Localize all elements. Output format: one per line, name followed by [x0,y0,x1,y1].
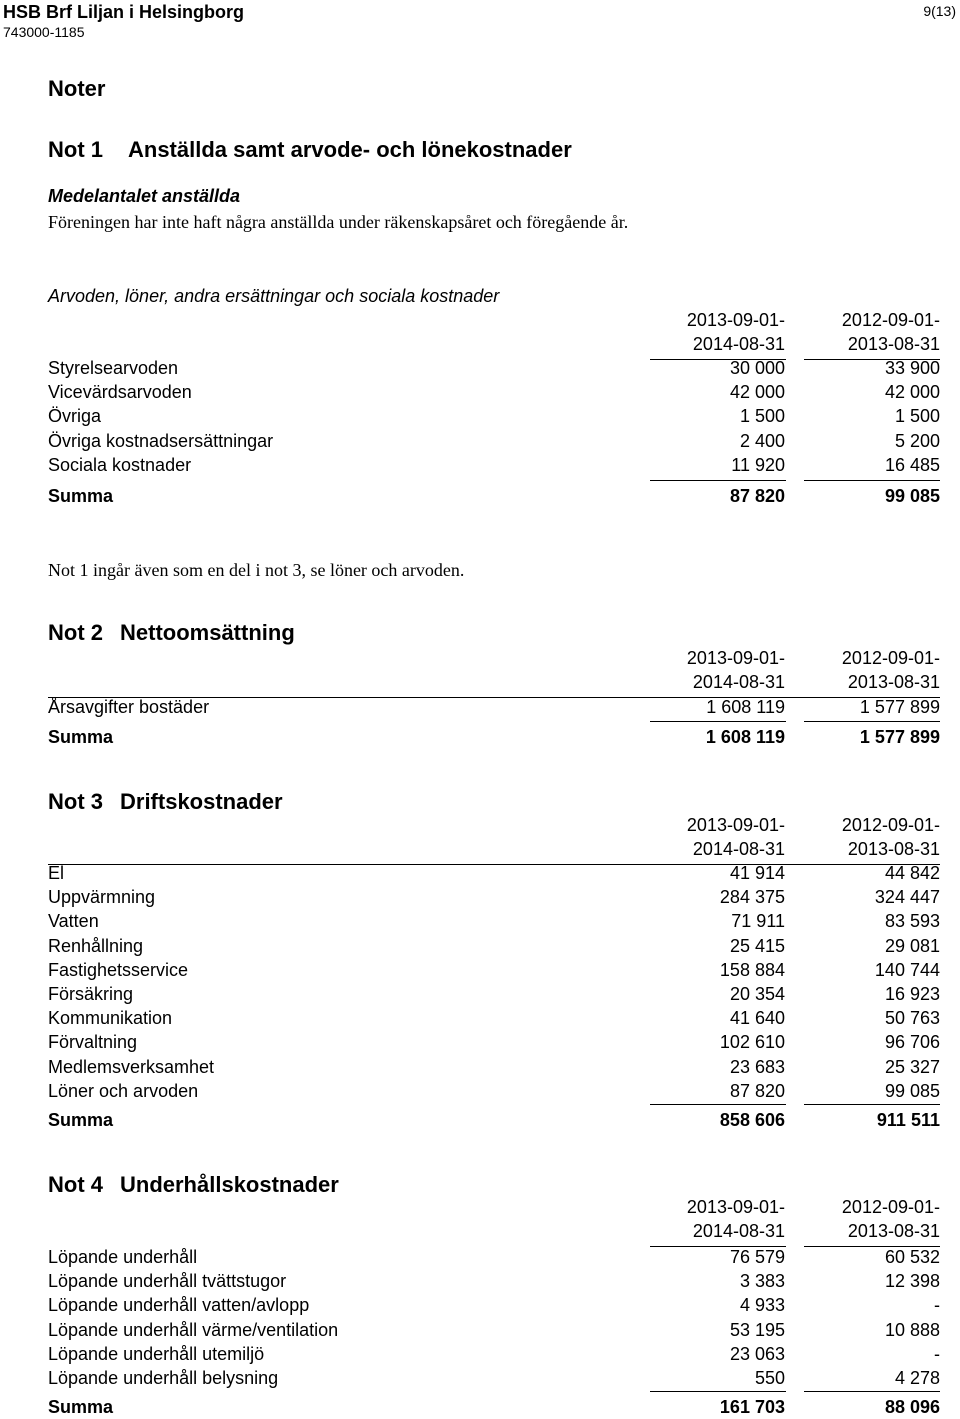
row-value-current: 11 920 [731,455,785,475]
period-previous-end: 2013-08-31 [847,672,940,692]
org-number: 743000-1185 [3,24,85,40]
period-previous-start: 2012-09-01- [841,310,940,330]
row-value-previous: 44 842 [884,863,940,883]
row-label: Medlemsverksamhet [48,1057,215,1077]
row-value-previous: 16 923 [884,984,940,1004]
sum-label: Summa [48,727,114,747]
period-current-end: 2014-08-31 [692,672,785,692]
row-label: Förvaltning [48,1032,138,1052]
row-label: Löpande underhåll vatten/avlopp [48,1295,310,1315]
row-label: Sociala kostnader [48,455,192,475]
row-value-current: 53 195 [729,1320,785,1340]
row-value-previous: - [934,1295,940,1315]
sum-rule-current [650,1104,786,1105]
row-label: Löpande underhåll [48,1247,198,1267]
row-label: Löpande underhåll värme/ventilation [48,1320,339,1340]
row-value-current: 1 500 [739,406,785,426]
page-number: 9(13) [923,3,956,19]
row-label: Försäkring [48,984,134,1004]
row-value-previous: 50 763 [884,1008,940,1028]
row-value-previous: 140 744 [874,960,940,980]
note4-title: Underhållskostnader [120,1172,339,1197]
note1-table-heading: Arvoden, löner, andra ersättningar och sociala kostnader [48,286,500,306]
period-current-start: 2013-09-01- [686,1197,785,1217]
row-value-current: 76 579 [729,1247,785,1267]
row-value-current: 1 608 119 [706,697,785,717]
row-value-current: 284 375 [719,887,785,907]
row-value-previous: 60 532 [884,1247,940,1267]
row-value-current: 550 [754,1368,785,1388]
row-value-previous: 42 000 [884,382,940,402]
row-label: Övriga kostnadsersättningar [48,431,274,451]
sum-value-current: 87 820 [729,486,785,506]
row-value-previous: 5 200 [894,431,940,451]
period-current-start: 2013-09-01- [686,815,785,835]
org-name: HSB Brf Liljan i Helsingborg [3,2,245,22]
note1-number: Not 1 [48,137,103,162]
row-label: Styrelsearvoden [48,358,179,378]
row-value-current: 102 610 [719,1032,785,1052]
row-value-previous: 1 500 [894,406,940,426]
period-current-start: 2013-09-01- [686,310,785,330]
row-value-current: 25 415 [729,936,785,956]
period-current-start: 2013-09-01- [686,648,785,668]
note4-number: Not 4 [48,1172,103,1197]
row-label: Vatten [48,911,99,931]
row-value-previous: 10 888 [884,1320,940,1340]
period-current-end: 2014-08-31 [692,1221,785,1241]
note1-footnote: Not 1 ingår även som en del i not 3, se löner och arvoden. [48,560,465,580]
sum-value-current: 1 608 119 [705,727,785,747]
period-previous-start: 2012-09-01- [841,1197,940,1217]
row-value-previous: - [934,1344,940,1364]
row-label: Renhållning [48,936,144,956]
row-value-previous: 99 085 [884,1081,940,1101]
notes-heading: Noter [48,76,106,101]
row-value-previous: 83 593 [884,911,940,931]
row-value-current: 158 884 [719,960,785,980]
row-value-previous: 1 577 899 [859,697,940,717]
row-value-current: 41 640 [729,1008,785,1028]
row-value-previous: 4 278 [894,1368,940,1388]
row-value-previous: 29 081 [884,936,940,956]
period-previous-end: 2013-08-31 [847,839,940,859]
row-label: Fastighetsservice [48,960,189,980]
row-label: Vicevärdsarvoden [48,382,192,402]
period-previous-end: 2013-08-31 [847,334,940,354]
sum-rule-previous [804,480,940,481]
note1-text: Föreningen har inte haft några anställda under räkenskapsåret och föregående år. [48,212,629,232]
row-label: Löpande underhåll utemiljö [48,1344,265,1364]
row-label: Löner och arvoden [48,1081,199,1101]
row-value-current: 87 820 [729,1081,785,1101]
row-value-previous: 33 900 [884,358,940,378]
row-label: Uppvärmning [48,887,156,907]
row-value-current: 2 400 [739,431,785,451]
sum-value-previous: 911 511 [876,1110,940,1130]
sum-label: Summa [48,486,114,506]
row-value-current: 30 000 [729,358,785,378]
sum-rule-current [650,721,786,722]
row-label: Kommunikation [48,1008,173,1028]
row-value-current: 20 354 [729,984,785,1004]
row-value-current: 41 914 [729,863,785,883]
row-value-previous: 25 327 [884,1057,940,1077]
sum-rule-current [650,1391,786,1392]
period-previous-start: 2012-09-01- [841,648,940,668]
row-value-current: 23 063 [729,1344,785,1364]
note3-title: Driftskostnader [120,789,283,814]
sum-value-current: 161 703 [719,1397,785,1417]
row-label: El [48,863,65,883]
sum-label: Summa [48,1397,114,1417]
note3-number: Not 3 [48,789,103,814]
row-value-current: 4 933 [739,1295,785,1315]
sum-rule-previous [804,1391,940,1392]
note2-title: Nettoomsättning [120,620,295,645]
sum-rule-previous [804,721,940,722]
period-previous-start: 2012-09-01- [841,815,940,835]
row-value-current: 3 383 [739,1271,785,1291]
row-value-previous: 96 706 [884,1032,940,1052]
sum-rule-previous [804,1104,940,1105]
period-previous-end: 2013-08-31 [847,1221,940,1241]
row-value-previous: 324 447 [874,887,940,907]
row-value-current: 71 911 [731,911,785,931]
sum-value-previous: 88 096 [884,1397,940,1417]
sum-rule-current [650,480,786,481]
note2-number: Not 2 [48,620,103,645]
sum-value-previous: 1 577 899 [859,727,940,747]
sum-label: Summa [48,1110,114,1130]
row-value-previous: 12 398 [884,1271,940,1291]
row-label: Årsavgifter bostäder [48,697,210,717]
sum-value-previous: 99 085 [884,486,940,506]
row-value-current: 42 000 [729,382,785,402]
row-value-current: 23 683 [729,1057,785,1077]
row-label: Övriga [48,406,102,426]
period-current-end: 2014-08-31 [692,334,785,354]
note1-title: Anställda samt arvode- och lönekostnader [128,137,572,162]
period-current-end: 2014-08-31 [692,839,785,859]
sum-value-current: 858 606 [719,1110,785,1130]
row-label: Löpande underhåll belysning [48,1368,279,1388]
row-value-previous: 16 485 [884,455,940,475]
note1-subheading: Medelantalet anställda [48,186,241,206]
row-label: Löpande underhåll tvättstugor [48,1271,287,1291]
